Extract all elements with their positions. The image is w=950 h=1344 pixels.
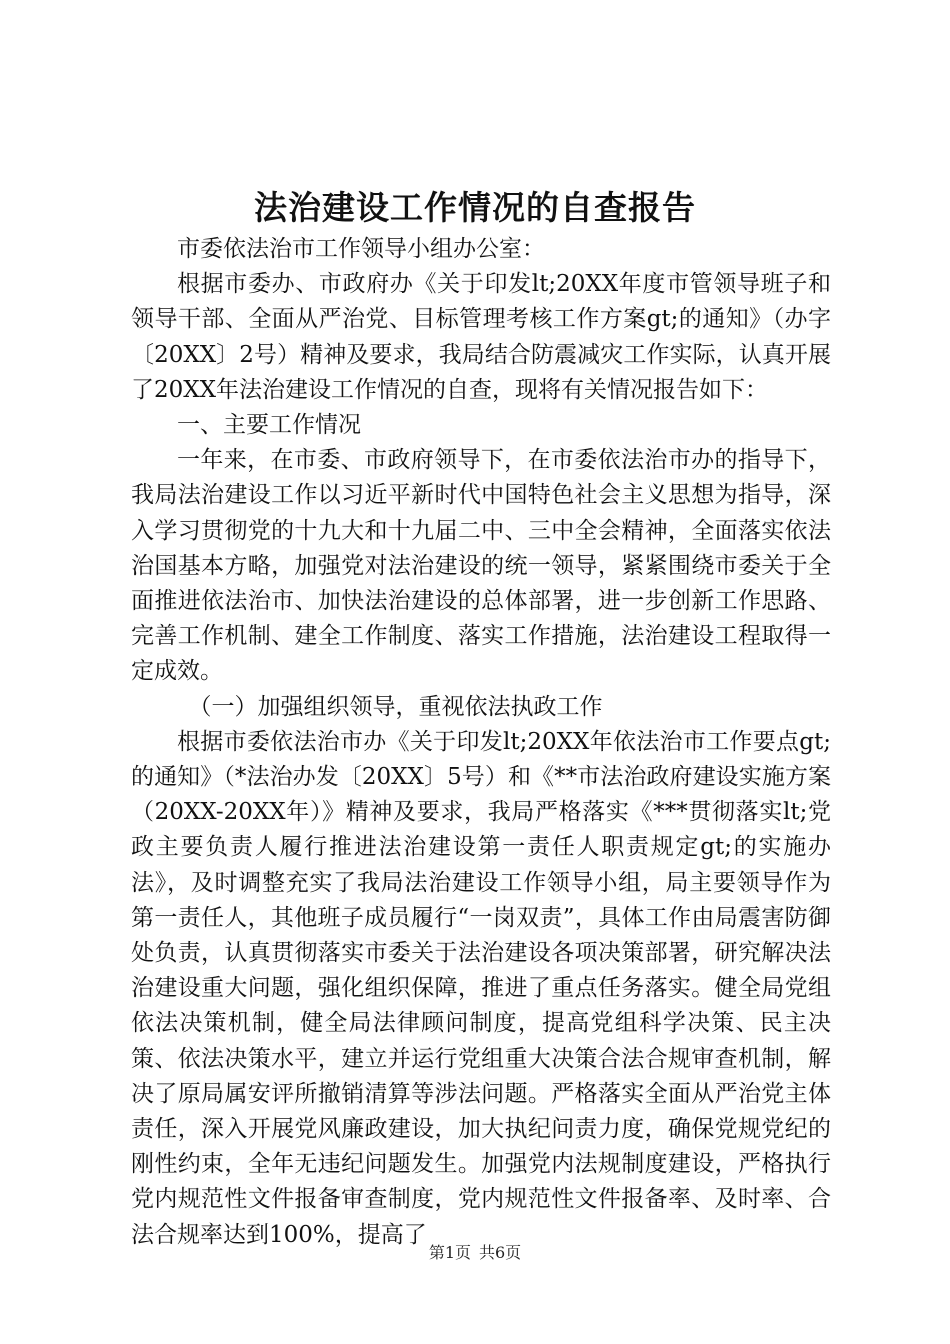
page-footer <box>0 1243 950 1263</box>
page-number: 第1页 <box>428 1243 471 1262</box>
document-body <box>131 232 831 1253</box>
subsection-heading: （一）加强组织领导，重视依法执政工作 <box>188 693 603 720</box>
salutation: 市委依法治市工作领导小组办公室： <box>177 236 545 262</box>
body-paragraph: 一年来，在市委、市政府领导下，在市委依法治市办的指导下，我局法治建设工作以习近平新时代中国特色社会主义思想为指导，深入学习贯彻党的十九大和十九届二中、三中全会精神，全面落实依法治国基本方略，加强党对法治建设的统一领导，紧紧围绕市委关于全面推进依法治市、加快法治建设的总体部署，进一步创新工作思路、完善工作机制、建全工作制度、落实工作措施，法治建设工程取得一定成效。 <box>131 447 831 685</box>
document-title: 法治建设工作情况的自查报告 <box>254 188 696 227</box>
page-total: 共6页 <box>479 1243 522 1262</box>
intro-paragraph: 根据市委办、市政府办《关于印发lt;20XX年度市管领导班子和领导干部、全面从严治党、目标管理考核工作方案gt;的通知》（办字〔20XX〕2号）精神及要求，我局结合防震减灾工作实际，认真开展了20XX年法治建设工作情况的自查，现将有关情况报告如下： <box>131 271 831 403</box>
body-paragraph: 根据市委依法治市办《关于印发lt;20XX年依法治市工作要点gt;的通知》（*法治办发〔20XX〕5号）和《**市法治政府建设实施方案（20XX-20XX年）》精神及要求，我局严格落实《***贯彻落实lt;党政主要负责人履行推进法治建设第一责任人职责规定gt;的实施办法》，及时调整充实了我局法治建设工作领导小组，局主要领导作为第一责任人，其他班子成员履行“一岗双责”，具体工作由局震害防御处负责，认真贯彻落实市委关于法治建设各项决策部署，研究解决法治建设重大问题，强化组织保障，推进了重点任务落实。健全局党组依法决策机制，健全局法律顾问制度，提高党组科学决策、民主决策、依法决策水平，建立并运行党组重大决策合法合规审查机制，解决了原局属安评所撤销清算等涉法问题。严格落实全面从严治党主体责任，深入开展党风廉政建设，加大执纪问责力度，确保党规党纪的刚性约束，全年无违纪问题发生。加强党内法规制度建设，严格执行党内规范性文件报备审查制度，党内规范性文件报备率、及时率、合法合规率达到100%，提高了 <box>131 728 831 1248</box>
section-heading: 一、主要工作情况 <box>177 412 361 439</box>
